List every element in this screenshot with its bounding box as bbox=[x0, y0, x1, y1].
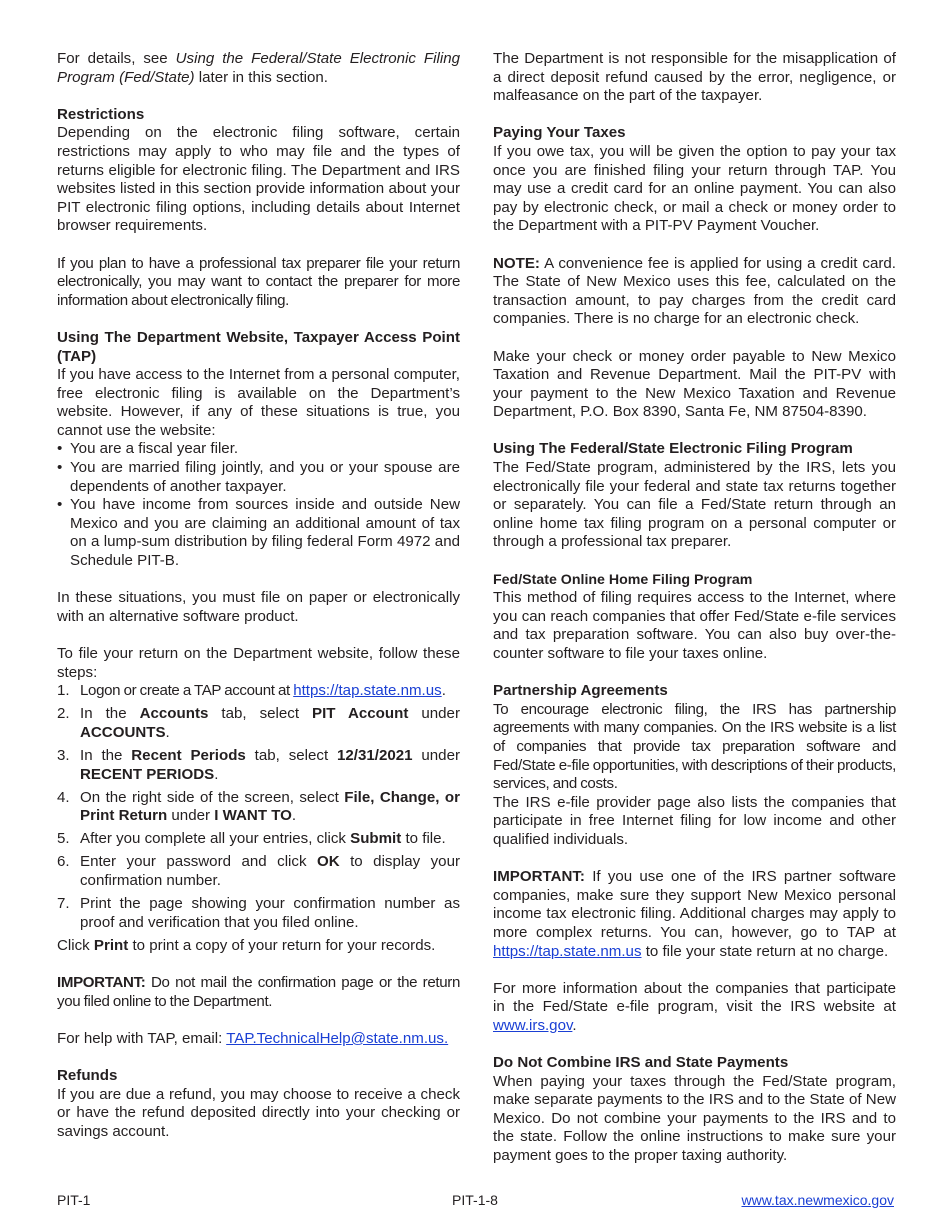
more-info-paragraph: For more information about the companies that participate in the Fed/State e-file program, visit the IRS website at www.irs.gov. bbox=[493, 979, 896, 1034]
list-item: • You are married filing jointly, and you or your spouse are dependents of another taxpayer. bbox=[57, 459, 460, 496]
restrictions-paragraph: Depending on the electronic filing software, certain restrictions may apply to who may file and the types of returns eligible for electronic filing. The Department and IRS websites listed in this section provide information about your PIT electronic filing options, including details about Internet browser requirements. bbox=[57, 124, 460, 235]
important-paragraph: IMPORTANT: Do not mail the confirmation page or the return you filed online to the Department. bbox=[57, 974, 460, 1010]
steps-intro-paragraph: To file your return on the Department website, follow these steps: bbox=[57, 645, 460, 681]
tap-link[interactable]: https://tap.state.nm.us bbox=[293, 682, 442, 700]
click-print-paragraph: Click Print to print a copy of your return for your records. bbox=[57, 936, 436, 954]
refunds-heading: Refunds bbox=[57, 1066, 118, 1084]
combine-payments-heading: Do Not Combine IRS and State Payments bbox=[493, 1054, 789, 1072]
step-5: 5. After you complete all your entries, click Submit to file. bbox=[57, 830, 446, 848]
online-home-filing-heading: Fed/State Online Home Filing Program bbox=[493, 571, 753, 588]
note-paragraph: NOTE: A convenience fee is applied for using a credit card. The State of New Mexico uses this fee, calculated on the transaction amount, to pay charges from the credit card companies. There is no charge for an electronic check. bbox=[493, 254, 896, 328]
irs-website-link[interactable]: www.irs.gov bbox=[493, 1016, 573, 1034]
left-column bbox=[57, 50, 460, 1141]
fedstate-heading: Using The Federal/State Electronic Filing Program bbox=[493, 440, 853, 458]
paying-heading: Paying Your Taxes bbox=[493, 124, 626, 142]
direct-deposit-paragraph: The Department is not responsible for the misapplication of a direct deposit refund caused by the error, negligence, or malfeasance on the part of the taxpayer. bbox=[493, 50, 896, 105]
tap-link[interactable]: https://tap.state.nm.us bbox=[493, 942, 642, 960]
step-4: 4. On the right side of the screen, select File, Change, or Print Return under I WANT TO. bbox=[57, 788, 460, 825]
combine-payments-paragraph: When paying your taxes through the Fed/State program, make separate payments to the IRS and to the State of New Mexico. Do not combine your payments to the IRS and to the state. Follow the online instructions to make sure your payment goes to the proper taxing authority. bbox=[493, 1072, 896, 1165]
restriction-bullet-list bbox=[57, 440, 460, 570]
partnership-paragraph: To encourage electronic filing, the IRS has partnership agreements with many companies. On the IRS website is a list of companies that provide tax preparation software and Fed/State e-file opportunities, with descriptions of their products, services, and costs. bbox=[493, 700, 896, 793]
fedstate-paragraph: The Fed/State program, administered by the IRS, lets you electronically file your federal and state tax returns together or separately. You can file a Fed/State return through an online home tax filing program on a personal computer or through a professional tax preparer. bbox=[493, 459, 896, 551]
list-item: • You have income from sources inside and outside New Mexico and you are claiming an additional amount of tax on a lump-sum distribution by filing federal Form 4972 and Schedule PIT-B. bbox=[57, 496, 460, 570]
refunds-paragraph: If you are due a refund, you may choose to receive a check or have the refund deposited directly into your checking or savings account. bbox=[57, 1085, 460, 1140]
step-2: 2. In the Accounts tab, select PIT Account under ACCOUNTS. bbox=[57, 705, 460, 741]
help-email-link[interactable]: TAP.TechnicalHelp@state.nm.us. bbox=[226, 1029, 449, 1047]
step-7: 7. Print the page showing your confirmation number as proof and verification that you filed online. bbox=[57, 895, 460, 931]
intro-paragraph: For details, see Using the Federal/State Electronic Filing Program (Fed/State) later in this section. bbox=[57, 50, 460, 86]
footer-website-link[interactable]: www.tax.newmexico.gov bbox=[741, 1192, 894, 1208]
important-label: IMPORTANT: bbox=[493, 868, 585, 886]
partner-important-paragraph: IMPORTANT: If you use one of the IRS partner software companies, make sure they support New Mexico personal income tax electronic filing. Additional charges may apply to more complex returns. You can, however, go to TAP at https://tap.state.nm.us to file your state return at no charge. bbox=[493, 868, 896, 960]
program-title: Using the Federal/State Electronic Filing Program (Fed/State) bbox=[57, 50, 460, 86]
restrictions-heading: Restrictions bbox=[57, 105, 145, 123]
step-1: 1. Logon or create a TAP account at https://tap.state.nm.us. bbox=[57, 682, 446, 700]
efile-provider-paragraph: The IRS e-file provider page also lists the companies that participate in free Internet filing for low income and other qualified individuals. bbox=[493, 793, 896, 848]
note-label: NOTE: bbox=[493, 254, 540, 272]
tap-paragraph: If you have access to the Internet from a personal computer, free electronic filing is available on the Department’s website. However, if any of these situations is true, you cannot use the website: bbox=[57, 366, 460, 439]
page-number: PIT-1-8 bbox=[452, 1192, 498, 1208]
paying-paragraph: If you owe tax, you will be given the option to pay your tax once you are finished filing your return through TAP. You may use a credit card for an online payment. You can also pay by electronic check, or mail a check or money order to the Department with a PIT-PV Payment Voucher. bbox=[493, 142, 896, 235]
tap-heading: Using The Department Website, Taxpayer Access Point (TAP) bbox=[57, 328, 460, 365]
payment-mail-paragraph: Make your check or money order payable to New Mexico Taxation and Revenue Department. Mail the PIT-PV with your payment to the New Mexico Taxation and Revenue Department, P.O. Box 8390, Santa Fe, NM 87504-8390. bbox=[493, 347, 896, 421]
footer-form-id: PIT-1 bbox=[57, 1192, 91, 1208]
paper-filing-paragraph: In these situations, you must file on paper or electronically with an alternative software product. bbox=[57, 589, 460, 625]
step-3: 3. In the Recent Periods tab, select 12/31/2021 under RECENT PERIODS. bbox=[57, 746, 460, 783]
important-label: IMPORTANT: bbox=[57, 974, 146, 991]
right-column bbox=[493, 50, 896, 1166]
steps-list bbox=[57, 682, 460, 932]
step-6: 6. Enter your password and click OK to display your confirmation number. bbox=[57, 853, 461, 890]
help-paragraph: For help with TAP, email: TAP.TechnicalHelp@state.nm.us. bbox=[57, 1029, 449, 1047]
preparer-paragraph: If you plan to have a professional tax preparer file your return electronically, you may want to contact the preparer for more information about electronically filing. bbox=[57, 254, 460, 309]
list-item: • You are a fiscal year filer. bbox=[57, 440, 460, 459]
online-home-filing-paragraph: This method of filing requires access to the Internet, where you can reach companies that offer Fed/State e-file services and tax preparation software. You can also buy over-the-counter software to file your taxes online. bbox=[493, 589, 896, 662]
partnership-heading: Partnership Agreements bbox=[493, 682, 668, 700]
